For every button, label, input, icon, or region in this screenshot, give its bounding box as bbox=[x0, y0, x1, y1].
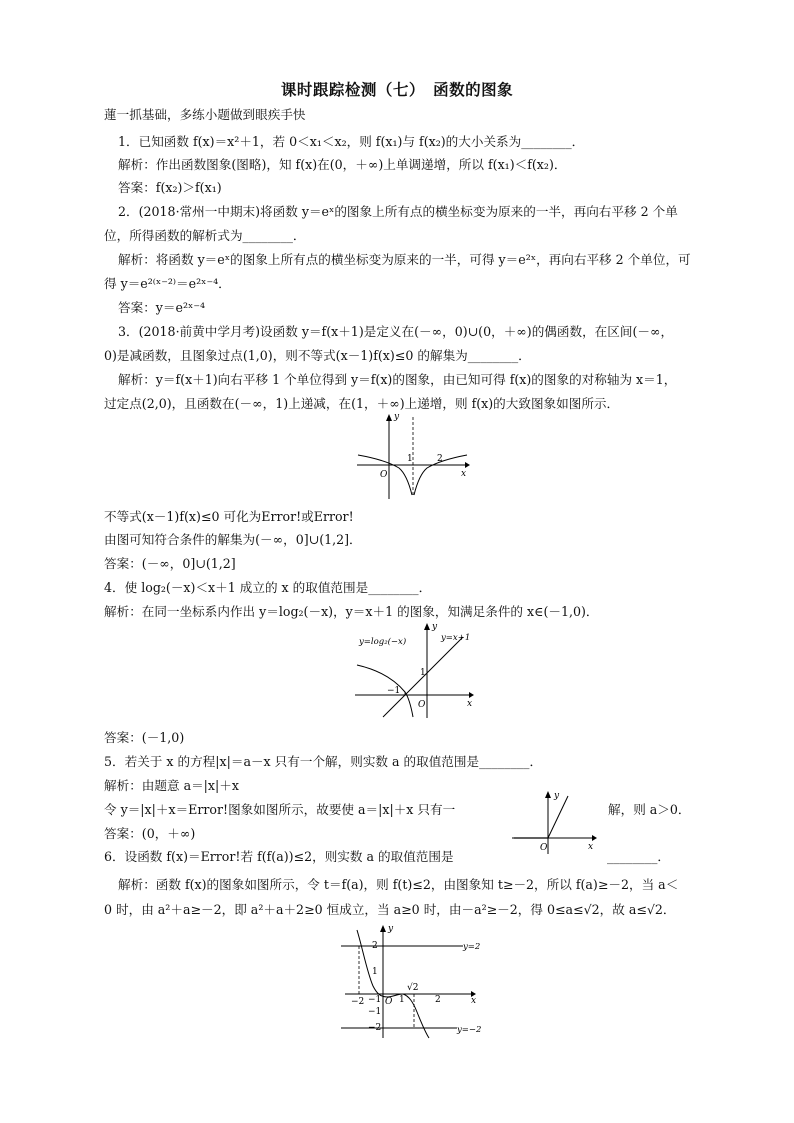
fig4-tick-ym2: −2 bbox=[368, 1023, 382, 1033]
q3-solution-cont: 过定点(2,0)，且函数在(－∞，1)上递减，在(1，＋∞)上递增，则 f(x)的大致图象如图所示． bbox=[104, 396, 620, 411]
fig1-origin: O bbox=[380, 470, 388, 480]
fig4-tick-y2: 2 bbox=[372, 941, 378, 951]
fig4-x-label: x bbox=[471, 996, 477, 1006]
fig4-tick-xm1: −1 bbox=[368, 995, 382, 1005]
q6-text: 6．设函数 f(x)＝Error!若 f(f(a))≤2，则实数 a 的取值范围是 bbox=[104, 849, 454, 864]
q5-solution: 解析：由题意 a＝|x|＋x bbox=[104, 778, 239, 793]
figure-symmetric-graph bbox=[355, 413, 471, 501]
fig4-tick-x1: 1 bbox=[399, 995, 405, 1005]
q2-solution-cont: 得 y＝e²⁽ˣ⁻²⁾＝e²ˣ⁻⁴． bbox=[104, 276, 231, 291]
fig2-left-label: y=log₂(−x) bbox=[359, 637, 407, 647]
fig4-line-ym2: y=−2 bbox=[457, 1025, 482, 1035]
q5-solution-cont: 令 y＝|x|＋x＝Error!图象如图所示，故要使 a＝|x|＋x 只有一 bbox=[104, 802, 456, 817]
q5-solution-end: 解，则 a＞0． bbox=[608, 802, 691, 817]
q2-text: 2．(2018·常州一中期末)将函数 y＝eˣ的图象上所有点的横坐标变为原来的一半，再向右平移 2 个单 bbox=[118, 204, 678, 219]
fig4-y-label: y bbox=[388, 924, 394, 934]
intro-text: 蓮一抓基础，多练小题做到眼疾手快 bbox=[104, 107, 306, 122]
fig2-x-label: x bbox=[467, 699, 473, 709]
figure-piecewise-graph bbox=[335, 922, 495, 1040]
fig1-tick-2: 2 bbox=[437, 454, 443, 464]
q2-solution: 解析：将函数 y＝eˣ的图象上所有点的横坐标变为原来的一半，可得 y＝e²ˣ，再向右平移 2 个单位，可 bbox=[118, 252, 691, 267]
fig4-tick-ym1: −1 bbox=[368, 1007, 382, 1017]
fig4-tick-xs2: √2 bbox=[407, 983, 419, 993]
q5-text: 5．若关于 x 的方程|x|＝a－x 只有一个解，则实数 a 的取值范围是________． bbox=[104, 754, 543, 769]
fig2-right-label: y=x+1 bbox=[441, 633, 471, 643]
fig2-tick-1: 1 bbox=[420, 668, 426, 678]
page-title: 课时跟踪检测（七） 函数的图象 bbox=[280, 81, 514, 99]
fig2-tick-neg1: −1 bbox=[387, 686, 401, 696]
q1-solution: 解析：作出函数图象(图略)，知 f(x)在(0，＋∞)上单调递增，所以 f(x₁)＜f(x₂)． bbox=[118, 157, 567, 172]
q5-answer: 答案：(0，＋∞) bbox=[104, 826, 196, 841]
q3-solution-ineq: 不等式(x－1)f(x)≤0 可化为Error!或Error! bbox=[104, 509, 354, 524]
figure-abs-graph bbox=[510, 788, 600, 856]
fig3-origin: O bbox=[540, 843, 548, 853]
fig2-origin: O bbox=[418, 700, 426, 710]
q1-text: 1．已知函数 f(x)＝x²＋1，若 0＜x₁＜x₂，则 f(x₁)与 f(x₂)的大小关系为________． bbox=[118, 134, 585, 149]
q3-solution-set: 由图可知符合条件的解集为(－∞，0]∪(1,2]． bbox=[104, 532, 362, 547]
fig1-y-label: y bbox=[394, 413, 400, 422]
figure-log-line-graph bbox=[343, 620, 478, 720]
q4-text: 4．使 log₂(－x)＜x＋1 成立的 x 的取值范围是________． bbox=[104, 580, 432, 595]
fig2-y-label: y bbox=[432, 622, 438, 632]
q3-text: 3．(2018·前黄中学月考)设函数 y＝f(x＋1)是定义在(－∞，0)∪(0，＋∞)的偶函数，在区间(－∞， bbox=[118, 324, 674, 339]
fig1-x-label: x bbox=[461, 469, 467, 479]
q3-text-cont: 0)是减函数，且图象过点(1,0)，则不等式(x－1)f(x)≤0 的解集为________． bbox=[104, 348, 531, 363]
fig4-tick-x2: 2 bbox=[435, 995, 441, 1005]
fig1-tick-1: 1 bbox=[407, 454, 413, 464]
q4-answer: 答案：(－1,0) bbox=[104, 730, 185, 745]
q3-solution: 解析：y＝f(x＋1)向右平移 1 个单位得到 y＝f(x)的图象，由已知可得 f(x)的图象的对称轴为 x＝1， bbox=[118, 372, 677, 387]
q1-answer: 答案：f(x₂)＞f(x₁) bbox=[118, 180, 222, 195]
q3-answer: 答案：(－∞，0]∪(1,2] bbox=[104, 556, 236, 571]
fig3-y-label: y bbox=[554, 791, 560, 801]
fig4-origin: O bbox=[385, 997, 393, 1007]
q6-solution-cont: 0 时，由 a²＋a≥－2，即 a²＋a＋2≥0 恒成立，当 a≥0 时，由－a²≥－2，得 0≤a≤√2，故 a≤√2． bbox=[104, 902, 676, 917]
fig4-line-y2: y=2 bbox=[463, 942, 481, 952]
fig4-tick-y1: 1 bbox=[372, 967, 378, 977]
fig3-x-label: x bbox=[588, 842, 594, 852]
q4-solution: 解析：在同一坐标系内作出 y＝log₂(－x)，y＝x＋1 的图象，知满足条件的 x∈(－1,0)． bbox=[104, 604, 599, 619]
q2-answer: 答案：y＝e²ˣ⁻⁴ bbox=[118, 300, 206, 315]
q2-text-cont: 位，所得函数的解析式为________． bbox=[104, 228, 306, 243]
q6-solution: 解析：函数 f(x)的图象如图所示，令 t＝f(a)，则 f(t)≤2，由图象知 t≥－2，所以 f(a)≥－2，当 a＜ bbox=[118, 877, 679, 892]
fig4-tick-xm2: −2 bbox=[351, 997, 365, 1007]
q6-blank: ________． bbox=[607, 849, 670, 864]
